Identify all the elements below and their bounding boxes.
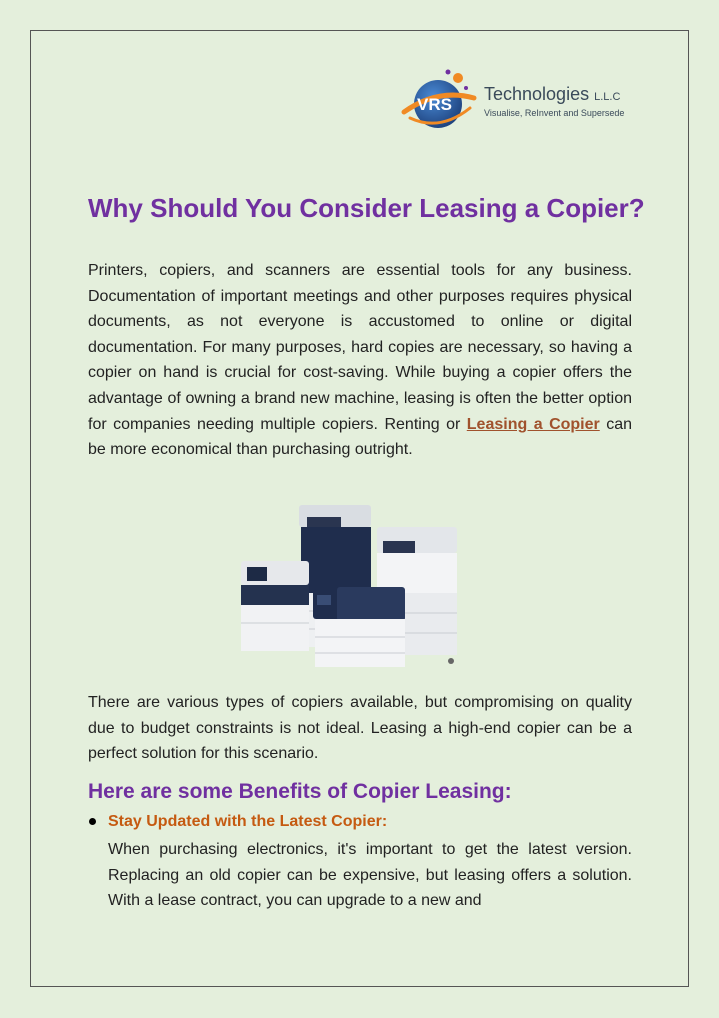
bullet-icon [89,818,96,825]
bullet-title: Stay Updated with the Latest Copier: [108,813,388,830]
page-title: Why Should You Consider Leasing a Copier? [88,193,645,223]
benefits-heading: Here are some Benefits of Copier Leasing: [88,780,512,803]
bullet-text: When purchasing electronics, it's important to get the latest version. Replacing an old copier can be expensive, but leasing offers a solution. With a lease contract, you can upgrade to a new and [108,841,632,910]
globe-logo-icon [400,68,480,138]
types-paragraph: There are various types of copiers available, but compromising on quality due to budget constraints is not ideal. Leasing a high-end copier can be a perfect solution for this scenario. [88,694,632,763]
logo-badge-text: VRS [417,95,452,114]
brand-tagline: Visualise, ReInvent and Supersede [484,108,625,118]
leasing-copier-link[interactable]: Leasing a Copier [466,415,600,433]
intro-paragraph: Printers, copiers, and scanners are essential tools for any business. Documentation of important meetings and other purposes requires physical documents, as not everyone is accustomed to online or digital documentation. For many purposes, hard copies are necessary, so having a copier on hand is crucial for cost-saving. While buying a copier offers the advantage of owning a brand new machine, leasing is often the better option for companies needing multiple copiers. Renting or Leasing a Copier can be more economical than purchasing outright. [88,262,633,459]
brand-name: Technologies L.L.C [484,84,621,104]
company-logo [400,68,640,138]
copiers-image [237,497,465,677]
